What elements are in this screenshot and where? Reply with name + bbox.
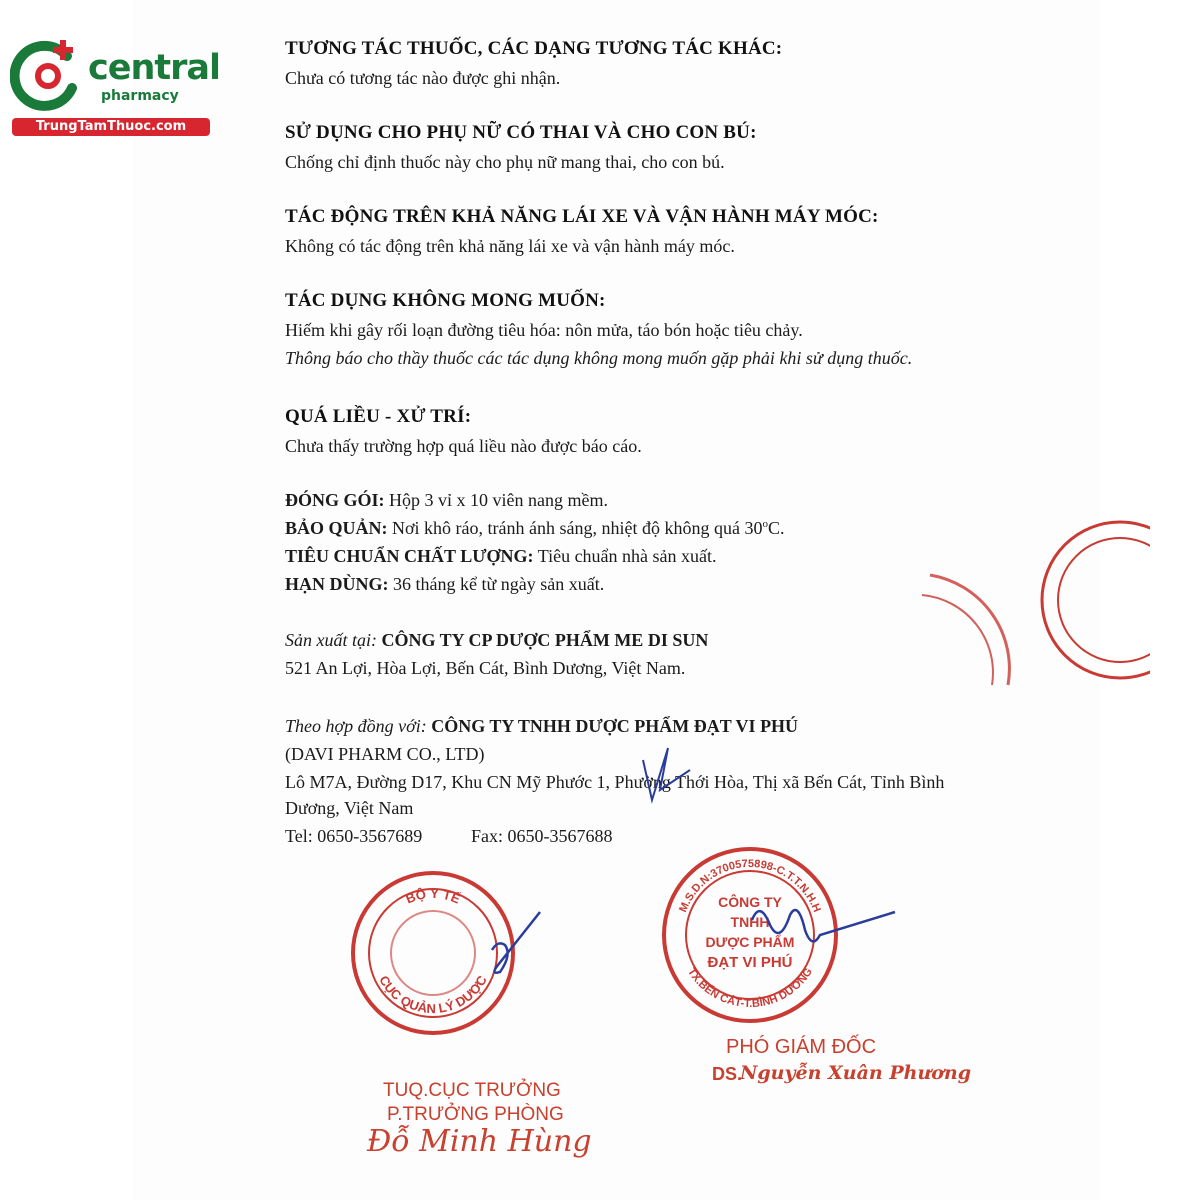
packaging-label: ĐÓNG GÓI: [285, 490, 385, 510]
expiry-value: 36 tháng kể từ ngày sản xuất. [393, 574, 605, 594]
company-stamp-ring-bottom-text: TX.BẾN CÁT-T.BÌNH DƯƠNG [685, 966, 816, 1011]
faded-company-stamp [900, 565, 1020, 755]
storage-label: BẢO QUẢN: [285, 518, 388, 538]
company-stamp-line1: CÔNG TY [718, 894, 782, 910]
right-signatory-title: PHÓ GIÁM ĐỐC [726, 1036, 877, 1058]
manufacturer-prefix: Sản xuất tại: [285, 630, 377, 650]
storage-value: Nơi khô ráo, tránh ánh sáng, nhiệt độ không quá 30 [392, 518, 763, 538]
company-stamp-ring-text: M.S.D.N:3700575898-C.T.T.N.H.H [677, 857, 823, 915]
side-effects-heading: TÁC DỤNG KHÔNG MONG MUỐN: [285, 290, 606, 311]
ministry-stamp-bottom-text: CỤC QUẢN LÝ DƯỢC [376, 972, 490, 1017]
contractor-address-line1: Lô M7A, Đường D17, Khu CN Mỹ Phước 1, Phường Thới Hòa, Thị xã Bến Cát, Tỉnh Bình [285, 772, 945, 792]
interaction-text: Chưa có tương tác nào được ghi nhận. [285, 68, 561, 88]
right-signatory-prefix: DS. [712, 1064, 743, 1084]
company-stamp [660, 845, 840, 1025]
company-stamp-line3: DƯỢC PHẨM [705, 934, 795, 950]
overdose-text: Chưa thấy trường hợp quá liều nào được báo cáo. [285, 436, 642, 456]
standard-label: TIÊU CHUẨN CHẤT LƯỢNG: [285, 546, 534, 566]
overdose-heading: QUÁ LIỀU - XỬ TRÍ: [285, 406, 472, 427]
logo-website-banner: TrungTamThuoc.com [12, 118, 210, 136]
logo-subtitle: pharmacy [101, 88, 179, 104]
manufacturer-name: CÔNG TY CP DƯỢC PHẨM ME DI SUN [381, 630, 709, 650]
central-pharmacy-logo[interactable] [10, 36, 221, 136]
standard-line [285, 546, 717, 567]
company-stamp-line2: TNHH [730, 914, 770, 930]
ministry-stamp-top-text: BỘ Y TẾ [403, 885, 463, 907]
driving-text: Không có tác động trên khả năng lái xe và vận hành máy móc. [285, 236, 735, 256]
manufacturer-line [285, 630, 708, 651]
storage-degree: o [762, 518, 768, 530]
contractor-tel: Tel: 0650-3567689 [285, 826, 423, 846]
standard-value: Tiêu chuẩn nhà sản xuất. [537, 546, 717, 566]
pharmacy-cross-icon [10, 36, 88, 114]
interaction-heading: TƯƠNG TÁC THUỐC, CÁC DẠNG TƯƠNG TÁC KHÁC: [285, 38, 783, 59]
expiry-label: HẠN DÙNG: [285, 574, 389, 594]
pregnancy-heading: SỬ DỤNG CHO PHỤ NỮ CÓ THAI VÀ CHO CON BÚ: [285, 122, 757, 143]
side-effects-text: Hiếm khi gây rối loạn đường tiêu hóa: nôn mửa, táo bón hoặc tiêu chảy. [285, 320, 803, 340]
left-signatory-line2: P.TRƯỞNG PHÒNG [387, 1104, 564, 1125]
side-effects-note: Thông báo cho thầy thuốc các tác dụng không mong muốn gặp phải khi sử dụng thuốc. [285, 348, 913, 368]
pregnancy-text: Chống chỉ định thuốc này cho phụ nữ mang thai, cho con bú. [285, 152, 725, 172]
contractor-name: CÔNG TY TNHH DƯỢC PHẨM ĐẠT VI PHÚ [431, 716, 799, 736]
ministry-stamp [348, 868, 518, 1038]
driving-heading: TÁC ĐỘNG TRÊN KHẢ NĂNG LÁI XE VÀ VẬN HÀNH MÁY MÓC: [285, 206, 879, 227]
contractor-fax: Fax: 0650-3567688 [471, 826, 613, 846]
contractor-prefix: Theo hợp đồng với: [285, 716, 427, 736]
contractor-line [285, 716, 798, 737]
packaging-line [285, 490, 608, 511]
storage-line [285, 518, 784, 539]
partial-stamp-edge [1030, 510, 1150, 690]
right-signatory-name: Nguyễn Xuân Phương [740, 1062, 972, 1084]
contractor-english-name: (DAVI PHARM CO., LTD) [285, 744, 485, 764]
left-signatory-name: Đỗ Minh Hùng [367, 1124, 592, 1159]
manufacturer-address: 521 An Lợi, Hòa Lợi, Bến Cát, Bình Dương, Việt Nam. [285, 658, 686, 678]
expiry-line [285, 574, 604, 595]
logo-wordmark: central [88, 48, 221, 88]
storage-unit: C. [767, 518, 785, 538]
contractor-address-line2: Dương, Việt Nam [285, 798, 414, 818]
company-stamp-line4: ĐẠT VI PHÚ [707, 954, 793, 971]
packaging-value: Hộp 3 vỉ x 10 viên nang mềm. [389, 490, 608, 510]
left-signatory-line1: TUQ.CỤC TRƯỞNG [383, 1080, 561, 1101]
